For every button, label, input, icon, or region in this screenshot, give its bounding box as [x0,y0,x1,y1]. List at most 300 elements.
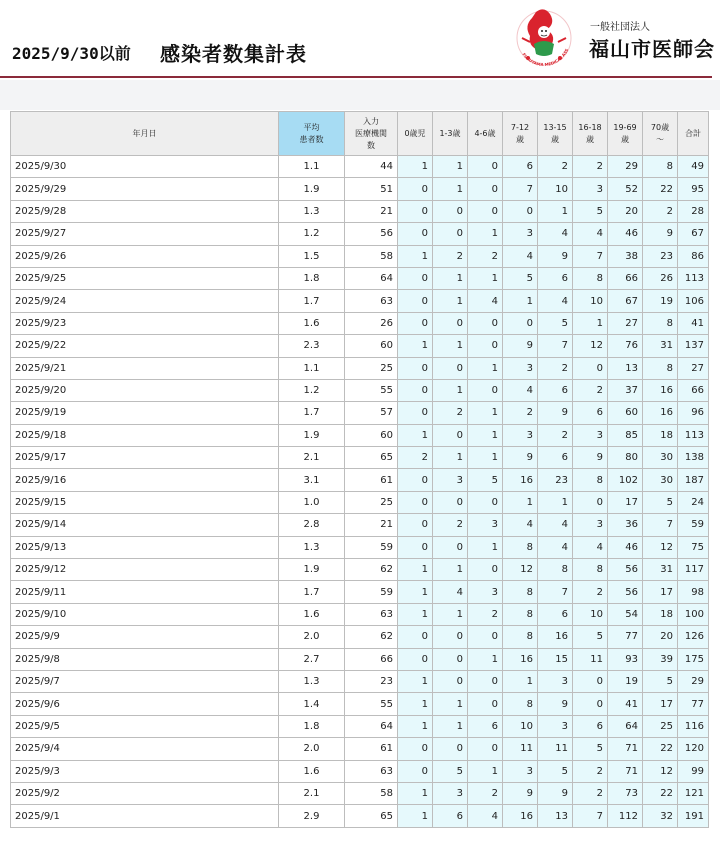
age-0-cell: 0 [398,178,433,200]
age-13-15-cell: 13 [538,805,573,827]
age-1-3-cell: 3 [433,469,468,491]
header-band [0,80,720,110]
institutions-cell: 62 [345,559,398,581]
age-16-18-header: 16-18 歳 [573,112,608,156]
age-70-plus-cell: 31 [643,335,678,357]
avg-cell: 1.9 [279,178,345,200]
age-13-15-cell: 7 [538,335,573,357]
table-row [11,447,709,469]
age-0-cell: 0 [398,402,433,424]
institutions-cell: 55 [345,693,398,715]
age-0-cell: 1 [398,581,433,603]
institutions-cell: 64 [345,715,398,737]
age-1-3-cell: 0 [433,357,468,379]
age-19-69-cell: 77 [608,626,643,648]
age-70-plus-cell: 16 [643,379,678,401]
age-19-69-cell: 13 [608,357,643,379]
avg-cell: 2.3 [279,335,345,357]
age-19-69-cell: 80 [608,447,643,469]
age-4-6-cell: 1 [468,402,503,424]
avg-cell: 1.4 [279,693,345,715]
age-1-3-cell: 0 [433,312,468,334]
age-19-69-cell: 27 [608,312,643,334]
age-70-plus-cell: 39 [643,648,678,670]
age-19-69-cell: 66 [608,267,643,289]
age-7-12-cell: 4 [503,245,538,267]
date-cell: 2025/9/14 [11,514,279,536]
age-70-plus-cell: 22 [643,782,678,804]
avg-cell: 1.8 [279,715,345,737]
age-13-15-cell: 11 [538,738,573,760]
date-cell: 2025/9/29 [11,178,279,200]
age-7-12-cell: 11 [503,738,538,760]
age-7-12-cell: 9 [503,447,538,469]
age-19-69-cell: 46 [608,536,643,558]
age-19-69-cell: 20 [608,200,643,222]
date-cell: 2025/9/27 [11,223,279,245]
age-4-6-cell: 1 [468,536,503,558]
institutions-cell: 59 [345,536,398,558]
age-13-15-cell: 6 [538,379,573,401]
age-16-18-cell: 2 [573,760,608,782]
age-13-15-cell: 2 [538,156,573,178]
total-cell: 24 [678,491,709,513]
age-4-6-cell: 1 [468,760,503,782]
avg-cell: 1.2 [279,379,345,401]
table-row [11,760,709,782]
avg-cell: 1.3 [279,670,345,692]
age-1-3-cell: 1 [433,693,468,715]
age-4-6-cell: 2 [468,782,503,804]
age-19-69-cell: 46 [608,223,643,245]
age-1-3-cell: 0 [433,626,468,648]
institutions-cell: 23 [345,670,398,692]
total-cell: 106 [678,290,709,312]
age-70-plus-cell: 5 [643,670,678,692]
age-19-69-cell: 17 [608,491,643,513]
age-0-cell: 1 [398,335,433,357]
total-cell: 99 [678,760,709,782]
age-70-plus-cell: 22 [643,738,678,760]
association-logo-icon [508,4,580,74]
total-cell: 117 [678,559,709,581]
date-cell: 2025/9/10 [11,603,279,625]
age-0-cell: 1 [398,805,433,827]
age-1-3-cell: 6 [433,805,468,827]
total-cell: 66 [678,379,709,401]
age-70-plus-cell: 31 [643,559,678,581]
institutions-cell: 59 [345,581,398,603]
date-cell: 2025/9/16 [11,469,279,491]
date-cell: 2025/9/22 [11,335,279,357]
total-cell: 86 [678,245,709,267]
avg-cell: 1.1 [279,357,345,379]
table-row [11,424,709,446]
age-1-3-cell: 1 [433,267,468,289]
institutions-cell: 21 [345,200,398,222]
avg-cell: 2.8 [279,514,345,536]
age-1-3-cell: 1 [433,379,468,401]
institutions-cell: 57 [345,402,398,424]
age-4-6-cell: 0 [468,670,503,692]
age-16-18-cell: 9 [573,447,608,469]
age-4-6-cell: 2 [468,245,503,267]
age-4-6-cell: 1 [468,357,503,379]
age-16-18-cell: 8 [573,469,608,491]
age-70-plus-cell: 26 [643,267,678,289]
age-4-6-cell: 0 [468,200,503,222]
date-cell: 2025/9/4 [11,738,279,760]
table-row [11,693,709,715]
age-16-18-cell: 10 [573,603,608,625]
age-7-12-cell: 2 [503,402,538,424]
svg-text:FUKUYAMA MEDICAL ASSOCIATION: FUKUYAMA MEDICAL ASS [521,47,570,68]
age-16-18-cell: 3 [573,178,608,200]
age-0-cell: 0 [398,648,433,670]
age-70-plus-cell: 12 [643,760,678,782]
age-19-69-cell: 56 [608,559,643,581]
age-0-cell: 0 [398,312,433,334]
age-1-3-cell: 1 [433,603,468,625]
total-cell: 191 [678,805,709,827]
avg-cell: 1.3 [279,536,345,558]
age-16-18-cell: 1 [573,312,608,334]
age-7-12-cell: 12 [503,559,538,581]
institutions-cell: 51 [345,178,398,200]
age-0-cell: 0 [398,357,433,379]
age-13-15-cell: 9 [538,693,573,715]
age-4-6-cell: 0 [468,156,503,178]
age-1-3-cell: 2 [433,245,468,267]
age-13-15-cell: 3 [538,670,573,692]
age-0-cell: 1 [398,603,433,625]
institutions-cell: 25 [345,491,398,513]
age-16-18-cell: 5 [573,626,608,648]
avg-cell: 1.7 [279,290,345,312]
table-row [11,402,709,424]
table-row [11,267,709,289]
age-19-69-cell: 71 [608,738,643,760]
age-13-15-cell: 6 [538,267,573,289]
age-70-plus-header: 70歳 〜 [643,112,678,156]
institutions-cell: 25 [345,357,398,379]
age-4-6-cell: 0 [468,491,503,513]
age-4-6-cell: 0 [468,626,503,648]
date-cell: 2025/9/26 [11,245,279,267]
age-70-plus-cell: 30 [643,447,678,469]
date-label: 2025/9/30以前 [12,44,131,63]
age-70-plus-cell: 19 [643,290,678,312]
institutions-cell: 61 [345,738,398,760]
age-1-3-cell: 0 [433,738,468,760]
date-cell: 2025/9/8 [11,648,279,670]
age-16-18-cell: 0 [573,670,608,692]
age-19-69-cell: 64 [608,715,643,737]
age-70-plus-cell: 23 [643,245,678,267]
age-16-18-cell: 11 [573,648,608,670]
age-1-3-cell: 0 [433,491,468,513]
age-16-18-cell: 5 [573,738,608,760]
age-70-plus-cell: 18 [643,424,678,446]
total-cell: 77 [678,693,709,715]
age-1-3-cell: 2 [433,514,468,536]
age-4-6-cell: 1 [468,447,503,469]
age-7-12-cell: 3 [503,357,538,379]
age-16-18-cell: 6 [573,402,608,424]
age-13-15-cell: 9 [538,245,573,267]
table-row [11,491,709,513]
age-7-12-cell: 16 [503,648,538,670]
age-0-cell: 0 [398,379,433,401]
age-1-3-cell: 0 [433,223,468,245]
age-0-cell: 0 [398,267,433,289]
age-0-cell: 1 [398,245,433,267]
institutions-cell: 63 [345,760,398,782]
age-70-plus-cell: 7 [643,514,678,536]
age-1-3-cell: 1 [433,178,468,200]
age-4-6-cell: 0 [468,178,503,200]
table-body [11,156,709,828]
age-19-69-cell: 56 [608,581,643,603]
age-70-plus-cell: 17 [643,693,678,715]
age-0-cell: 0 [398,469,433,491]
age-70-plus-cell: 32 [643,805,678,827]
date-cell: 2025/9/7 [11,670,279,692]
age-19-69-cell: 85 [608,424,643,446]
age-16-18-cell: 2 [573,782,608,804]
date-cell: 2025/9/12 [11,559,279,581]
age-4-6-cell: 2 [468,603,503,625]
age-13-15-cell: 8 [538,559,573,581]
age-1-3-cell: 5 [433,760,468,782]
total-cell: 96 [678,402,709,424]
page-header [0,0,720,80]
institutions-cell: 62 [345,626,398,648]
age-7-12-cell: 8 [503,581,538,603]
age-7-12-cell: 3 [503,223,538,245]
age-70-plus-cell: 22 [643,178,678,200]
table-row [11,715,709,737]
total-cell: 113 [678,424,709,446]
avg-cell: 2.0 [279,738,345,760]
table-row [11,559,709,581]
age-13-15-cell: 7 [538,581,573,603]
date-cell: 2025/9/11 [11,581,279,603]
age-19-69-cell: 73 [608,782,643,804]
institutions-header: 入力 医療機関 数 [345,112,398,156]
age-7-12-cell: 4 [503,514,538,536]
table-row [11,626,709,648]
age-13-15-cell: 4 [538,514,573,536]
age-7-12-cell: 8 [503,693,538,715]
age-19-69-cell: 112 [608,805,643,827]
total-cell: 49 [678,156,709,178]
table-row [11,245,709,267]
date-cell: 2025/9/28 [11,200,279,222]
total-cell: 137 [678,335,709,357]
age-13-15-cell: 23 [538,469,573,491]
age-4-6-cell: 1 [468,223,503,245]
age-7-12-cell: 0 [503,200,538,222]
total-cell: 75 [678,536,709,558]
total-cell: 116 [678,715,709,737]
age-19-69-cell: 36 [608,514,643,536]
institutions-cell: 66 [345,648,398,670]
age-0-cell: 0 [398,491,433,513]
total-cell: 41 [678,312,709,334]
age-16-18-cell: 4 [573,536,608,558]
avg-cell: 1.0 [279,491,345,513]
date-cell: 2025/9/30 [11,156,279,178]
age-7-12-cell: 9 [503,335,538,357]
institutions-cell: 26 [345,312,398,334]
age-0-cell: 0 [398,223,433,245]
age-16-18-cell: 8 [573,267,608,289]
total-cell: 138 [678,447,709,469]
age-0-cell: 0 [398,738,433,760]
avg-cell: 1.8 [279,267,345,289]
age-7-12-cell: 8 [503,603,538,625]
age-19-69-cell: 60 [608,402,643,424]
age-0-cell: 2 [398,447,433,469]
age-13-15-cell: 9 [538,402,573,424]
table-row [11,379,709,401]
age-16-18-cell: 8 [573,559,608,581]
age-4-6-header: 4-6歳 [468,112,503,156]
age-1-3-cell: 0 [433,648,468,670]
table-row [11,290,709,312]
age-70-plus-cell: 30 [643,469,678,491]
date-cell: 2025/9/3 [11,760,279,782]
institutions-cell: 65 [345,805,398,827]
age-13-15-cell: 2 [538,357,573,379]
age-13-15-cell: 5 [538,312,573,334]
age-16-18-cell: 2 [573,156,608,178]
age-7-12-cell: 7 [503,178,538,200]
institutions-cell: 60 [345,335,398,357]
avg-cell: 1.9 [279,424,345,446]
avg-cell: 1.3 [279,200,345,222]
institutions-cell: 56 [345,223,398,245]
age-4-6-cell: 1 [468,424,503,446]
age-7-12-cell: 16 [503,805,538,827]
date-cell: 2025/9/6 [11,693,279,715]
institutions-cell: 60 [345,424,398,446]
age-7-12-cell: 8 [503,536,538,558]
age-16-18-cell: 0 [573,357,608,379]
age-4-6-cell: 0 [468,335,503,357]
age-7-12-cell: 1 [503,290,538,312]
total-cell: 67 [678,223,709,245]
age-1-3-header: 1-3歳 [433,112,468,156]
total-cell: 59 [678,514,709,536]
date-cell: 2025/9/2 [11,782,279,804]
age-1-3-cell: 0 [433,670,468,692]
age-19-69-cell: 71 [608,760,643,782]
age-4-6-cell: 0 [468,559,503,581]
total-cell: 175 [678,648,709,670]
age-70-plus-cell: 8 [643,357,678,379]
age-0-header: 0歳児 [398,112,433,156]
age-13-15-cell: 5 [538,760,573,782]
age-4-6-cell: 1 [468,267,503,289]
age-0-cell: 1 [398,559,433,581]
age-1-3-cell: 1 [433,715,468,737]
age-7-12-cell: 10 [503,715,538,737]
age-4-6-cell: 0 [468,312,503,334]
age-1-3-cell: 2 [433,402,468,424]
age-70-plus-cell: 18 [643,603,678,625]
age-19-69-header: 19-69 歳 [608,112,643,156]
total-cell: 121 [678,782,709,804]
age-0-cell: 0 [398,514,433,536]
header-divider [0,76,712,78]
table-row [11,670,709,692]
avg-cell: 1.7 [279,581,345,603]
age-13-15-cell: 10 [538,178,573,200]
avg-cell: 1.5 [279,245,345,267]
age-16-18-cell: 7 [573,805,608,827]
age-4-6-cell: 5 [468,469,503,491]
age-7-12-cell: 3 [503,424,538,446]
age-4-6-cell: 1 [468,648,503,670]
age-13-15-cell: 4 [538,223,573,245]
age-0-cell: 0 [398,200,433,222]
total-header: 合計 [678,112,709,156]
table-row [11,805,709,827]
age-7-12-cell: 3 [503,760,538,782]
age-70-plus-cell: 25 [643,715,678,737]
age-4-6-cell: 3 [468,581,503,603]
age-4-6-cell: 0 [468,738,503,760]
age-0-cell: 1 [398,782,433,804]
age-70-plus-cell: 8 [643,312,678,334]
date-cell: 2025/9/18 [11,424,279,446]
age-7-12-cell: 5 [503,267,538,289]
age-13-15-cell: 15 [538,648,573,670]
age-16-18-cell: 4 [573,223,608,245]
age-19-69-cell: 29 [608,156,643,178]
table-row [11,738,709,760]
institutions-cell: 55 [345,379,398,401]
date-cell: 2025/9/25 [11,267,279,289]
avg-cell: 2.1 [279,782,345,804]
age-70-plus-cell: 17 [643,581,678,603]
table-row [11,335,709,357]
total-cell: 120 [678,738,709,760]
age-13-15-cell: 1 [538,491,573,513]
avg-cell: 1.9 [279,559,345,581]
total-cell: 29 [678,670,709,692]
avg-patients-header: 平均 患者数 [279,112,345,156]
institutions-cell: 63 [345,603,398,625]
age-4-6-cell: 0 [468,693,503,715]
org-type: 一般社団法人 [590,22,650,33]
age-13-15-cell: 4 [538,536,573,558]
date-cell: 2025/9/17 [11,447,279,469]
table-row [11,312,709,334]
age-0-cell: 1 [398,670,433,692]
table-row [11,648,709,670]
avg-cell: 1.7 [279,402,345,424]
institutions-cell: 58 [345,782,398,804]
age-70-plus-cell: 8 [643,156,678,178]
age-16-18-cell: 2 [573,581,608,603]
avg-cell: 1.6 [279,312,345,334]
age-7-12-cell: 9 [503,782,538,804]
avg-cell: 1.6 [279,603,345,625]
age-16-18-cell: 5 [573,200,608,222]
